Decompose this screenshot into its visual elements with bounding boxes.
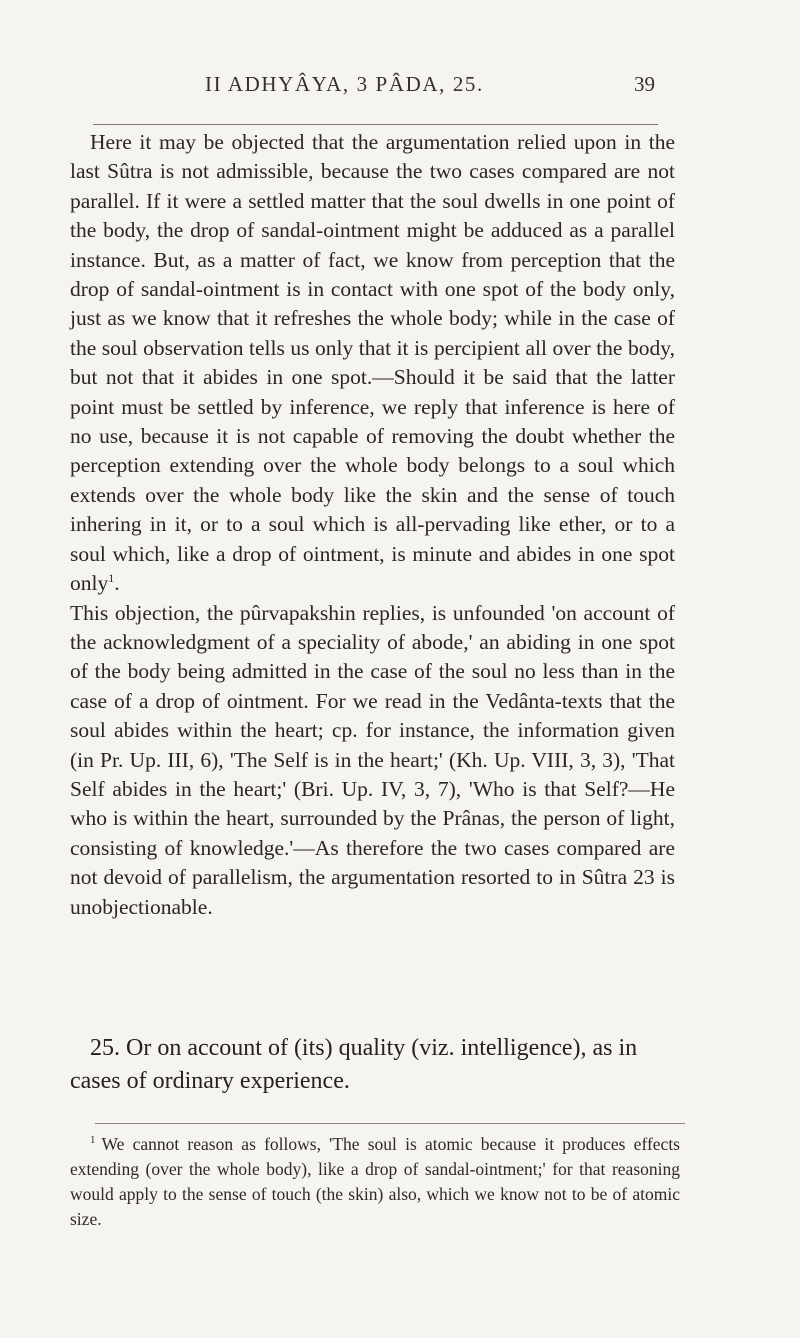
header-rule <box>93 124 658 125</box>
paragraph: This objection, the pûrvapakshin replies, is unfounded 'on account of the acknowledgment of a speciality of abode,' an abiding in one spot of the body being admitted in the case of the soul no less than in the case of a drop of ointment. For we read in the Vedânta-texts that the soul abides within the heart; cp. for instance, the information given (in Pr. Up. III, 6), 'The Self is in the heart;' (Kh. Up. VIII, 3, 3), 'That Self abides in the heart;' (Bri. Up. IV, 3, 7), 'Who is that Self?—He who is within the heart, surrounded by the Prânas, the person of light, consisting of knowledge.'—As therefore the two cases compared are not devoid of parallelism, the argumentation resorted to in Sûtra 23 is unobjectionable. <box>70 600 675 919</box>
footnote-text: We cannot reason as follows, 'The soul is atomic because it produces effects extending (over the whole body), like a drop of sandal-ointment;' for that reasoning would apply to the sense of touch (the skin) also, which we know not to be of atomic size. <box>70 1134 680 1229</box>
paragraph-1-end: . <box>114 571 120 596</box>
main-text <box>70 128 675 922</box>
paragraph <box>70 128 675 599</box>
running-head: II ADHYÂYA, 3 PÂDA, 25. <box>205 72 484 96</box>
page-header <box>205 72 655 112</box>
footnote-number: 1 <box>90 1134 96 1147</box>
footnote-rule <box>95 1123 685 1124</box>
footnote-reference: 1 <box>108 570 115 585</box>
paragraph-1-text: Here it may be objected that the argumentation relied upon in the last Sûtra is not admissible, because the two cases compared are not parallel. If it were a settled matter that the soul dwells in one point of the body, the drop of sandal-ointment might be adduced as a parallel instance. But, as a matter of fact, we know from perception that the drop of sandal-ointment is in contact with one spot of the body only, just as we know that it refreshes the whole body; while in the case of the soul observation tells us only that it is percipient all over the body, but not that it abides in one spot.—Should it be said that the latter point must be settled by inference, we reply that inference is here of no use, because it is not capable of removing the doubt whether the perception extending over the whole body belongs to a soul which extends over the whole body like the skin and the sense of touch inhering in it, or to a soul which is all-pervading like ether, or to a soul which, like a drop of ointment, is minute and abides in one spot only <box>70 130 675 596</box>
page-number: 39 <box>634 72 655 96</box>
footnote <box>70 1132 680 1232</box>
sutra-heading: 25. Or on account of (its) quality (viz. intelligence), as in cases of ordinary experience. <box>70 1035 638 1094</box>
